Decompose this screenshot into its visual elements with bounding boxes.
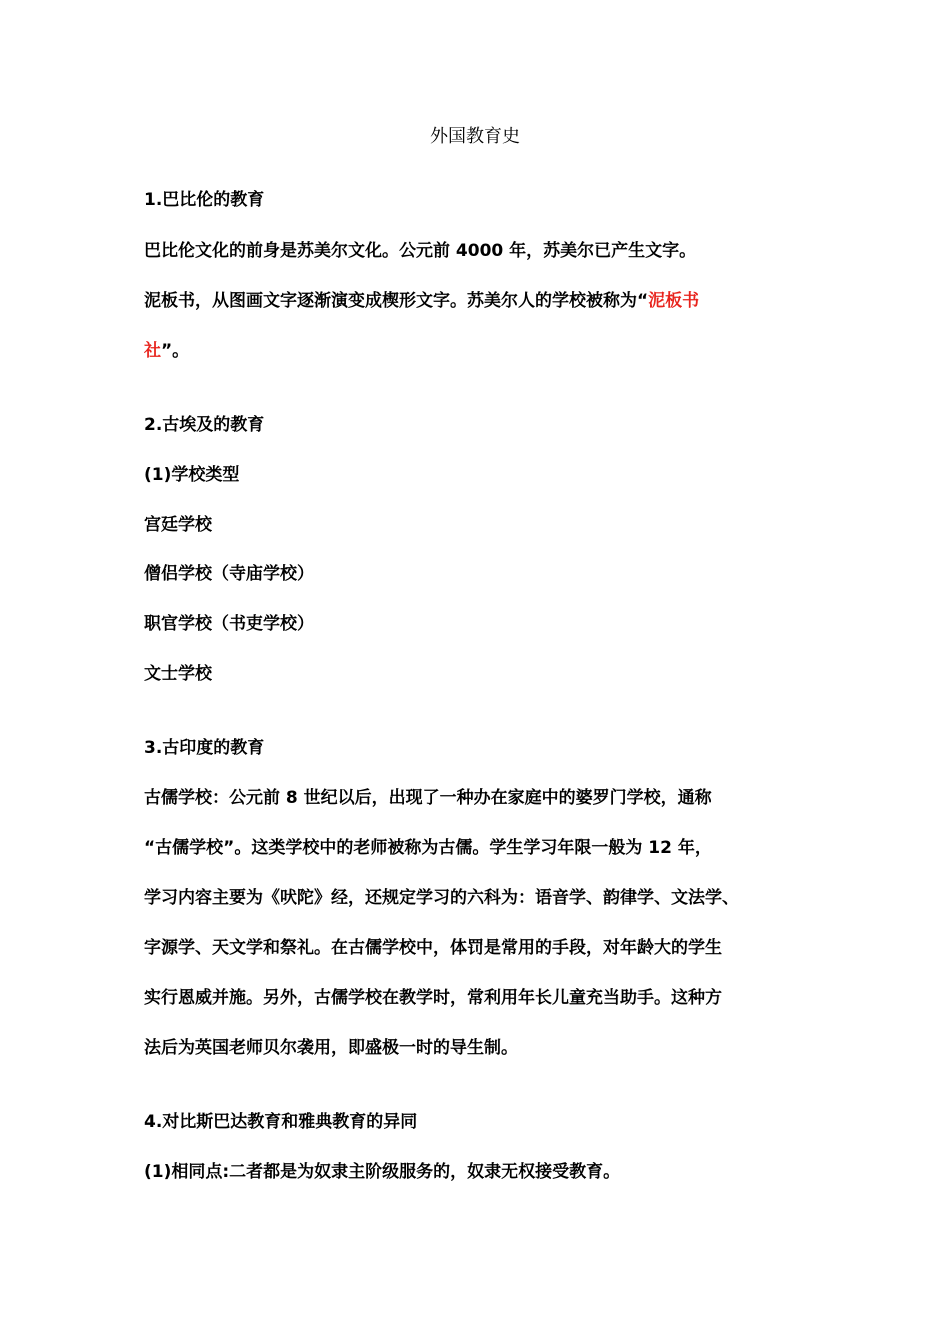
section-2-heading: 2.古埃及的教育 bbox=[144, 415, 265, 435]
section-1-paragraph-2-end: ”。 bbox=[161, 341, 190, 361]
section-3-heading: 3.古印度的教育 bbox=[144, 738, 265, 758]
section-1-paragraph-1: 巴比伦文化的前身是苏美尔文化。公元前 4000 年，苏美尔已产生文字。 bbox=[144, 241, 697, 261]
school-type-item: 职官学校（书吏学校） bbox=[144, 614, 314, 634]
section-3-line: 字源学、天文学和祭礼。在古儒学校中，体罚是常用的手段，对年龄大的学生 bbox=[144, 938, 722, 958]
section-4-subheading: (1)相同点:二者都是为奴隶主阶级服务的，奴隶无权接受教育。 bbox=[144, 1162, 621, 1182]
section-1-heading: 1.巴比伦的教育 bbox=[144, 190, 265, 210]
school-type-item: 文士学校 bbox=[144, 664, 212, 684]
school-type-item: 宫廷学校 bbox=[144, 515, 212, 535]
section-1-paragraph-2-continued bbox=[144, 338, 189, 364]
section-3-line: 学习内容主要为《吠陀》经，还规定学习的六科为：语音学、韵律学、文法学、 bbox=[144, 888, 739, 908]
highlighted-term: 泥板书 bbox=[648, 291, 700, 311]
section-3-line: “古儒学校”。这类学校中的老师被称为古儒。学生学习年限一般为 12 年， bbox=[144, 838, 712, 858]
section-1-paragraph-2 bbox=[144, 288, 699, 314]
section-1-paragraph-2-text: 泥板书，从图画文字逐渐演变成楔形文字。苏美尔人的学校被称为“ bbox=[144, 291, 649, 311]
section-3-line: 古儒学校：公元前 8 世纪以后，出现了一种办在家庭中的婆罗门学校，通称 bbox=[144, 788, 712, 808]
document-title: 外国教育史 bbox=[430, 126, 520, 147]
highlighted-term-end: 社 bbox=[144, 341, 161, 361]
section-3-line: 实行恩威并施。另外，古儒学校在教学时，常利用年长儿童充当助手。这种方 bbox=[144, 988, 722, 1008]
section-3-line: 法后为英国老师贝尔袭用，即盛极一时的导生制。 bbox=[144, 1038, 518, 1058]
section-4-heading: 4.对比斯巴达教育和雅典教育的异同 bbox=[144, 1112, 418, 1132]
school-type-item: 僧侣学校（寺庙学校） bbox=[144, 564, 314, 584]
section-2-subheading: (1)学校类型 bbox=[144, 465, 240, 485]
